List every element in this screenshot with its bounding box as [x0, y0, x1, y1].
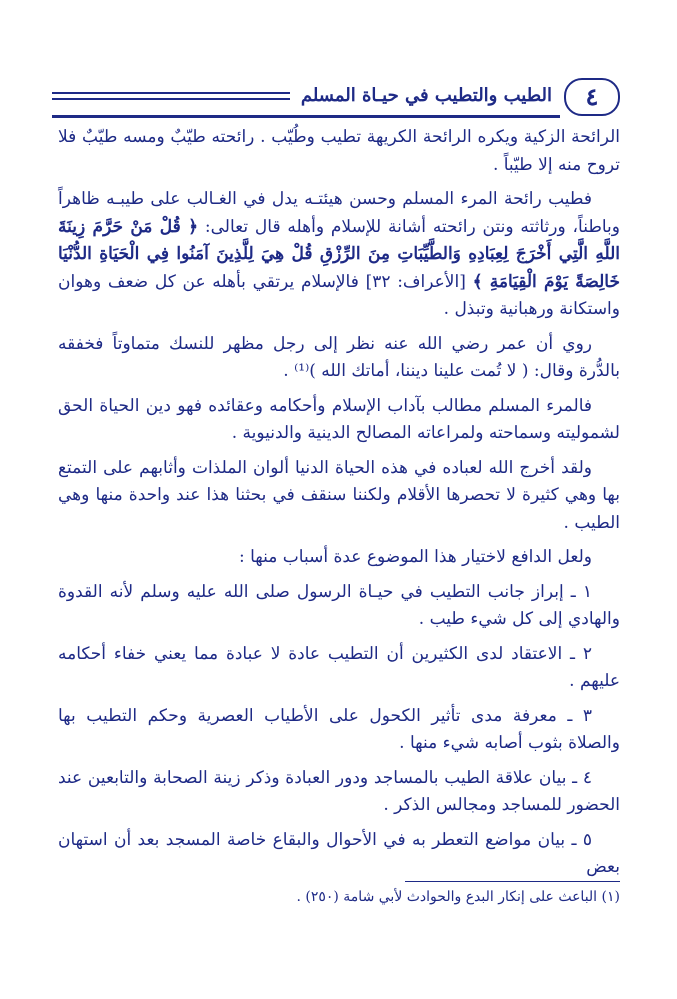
paragraph-text: [الأعراف: ٣٢] فالإسلام يرتقي بأهله عن كل ضعف وهوان واستكانة ورهبانية وتبذل .	[58, 271, 620, 319]
header-rule	[52, 92, 290, 94]
page-number: ٤	[564, 78, 620, 116]
footnote: (١) الباعث على إنكار البدع والحوادث لأبي شامة (٢٥٠) .	[296, 889, 620, 905]
running-header	[52, 78, 620, 118]
paragraph: ولقد أخرج الله لعباده في هذه الحياة الدنيا ألوان الملذات وأثابهم على التمتع بها وهي كثيرة لا تحصرها الأقلام ولكننا سنقف في بحثنا هذا عند واحدة منها وهي الطيب .	[58, 457, 620, 533]
list-item: ٤ ـ بيان علاقة الطيب بالمساجد ودور العبادة وذكر زينة الصحابة والتابعين عند الحضور للمساجد ومجالس الذكر .	[58, 767, 620, 815]
header-underline	[52, 115, 560, 118]
list-item: ٥ ـ بيان مواضع التعطر به في الأحوال والبقاع خاصة المسجد بعد أن استهان بعض	[58, 829, 620, 877]
running-title: الطيب والتطيب في حيـاة المسلم	[300, 85, 552, 106]
footnote-rule	[405, 881, 620, 882]
paragraph	[58, 186, 620, 324]
list-item: ٣ ـ معرفة مدى تأثير الكحول على الأطياب العصرية وحكم التطيب بها والصلاة بثوب أصابه شيء منها .	[58, 705, 620, 753]
paragraph: الرائحة الزكية ويكره الرائحة الكريهة تطيب وطُيّب . رائحته طيّبٌ ومسه طيّبٌ فلا تروح منه إلا طيّباً .	[58, 127, 620, 175]
paragraph: روي أن عمر رضي الله عنه نظر إلى رجل مظهر للنسك متماوتاً فخفقه بالدُّرة وقال: ( لا تُمت علينا ديننا، أماتك الله )⁽¹⁾ .	[58, 333, 620, 381]
paragraph: ولعل الدافع لاختيار هذا الموضوع عدة أسباب منها :	[239, 547, 592, 567]
paragraph-text: فطيب رائحة المرء المسلم وحسن هيئتـه يدل في الغـالب على طيبـه ظاهراً وباطناً، ورثاثته ونتن رائحته أشانة للإسلام وأهله قال تعالى:	[58, 189, 620, 237]
quran-verse: ﴿ قُلْ مَنْ حَرَّمَ زِينَةَ اللَّهِ الَّتِي أَخْرَجَ لِعِبَادِهِ وَالطَّيِّبَاتِ مِنَ الرِّزْقِ قُلْ هِيَ لِلَّذِينَ آمَنُوا فِي الْحَيَاةِ الدُّنْيَا خَالِصَةً يَوْمَ الْقِيَامَةِ ﴾	[58, 216, 620, 292]
header-rule	[52, 98, 290, 100]
paragraph: فالمرء المسلم مطالب بآداب الإسلام وأحكامه وعقائده فهو دين الحياة الحق لشموليته وسماحته ولمراعاته المصالح الدينية والدنيوية .	[58, 395, 620, 443]
list-item: ٢ ـ الاعتقاد لدى الكثيرين أن التطيب عادة لا عبادة مما يعني خفاء أحكامه عليهم .	[58, 643, 620, 691]
body-text	[58, 124, 620, 889]
list-item: ١ ـ إبراز جانب التطيب في حيـاة الرسول صلى الله عليه وسلم لأنه القدوة والهادي إلى كل شيء طيب .	[58, 581, 620, 629]
